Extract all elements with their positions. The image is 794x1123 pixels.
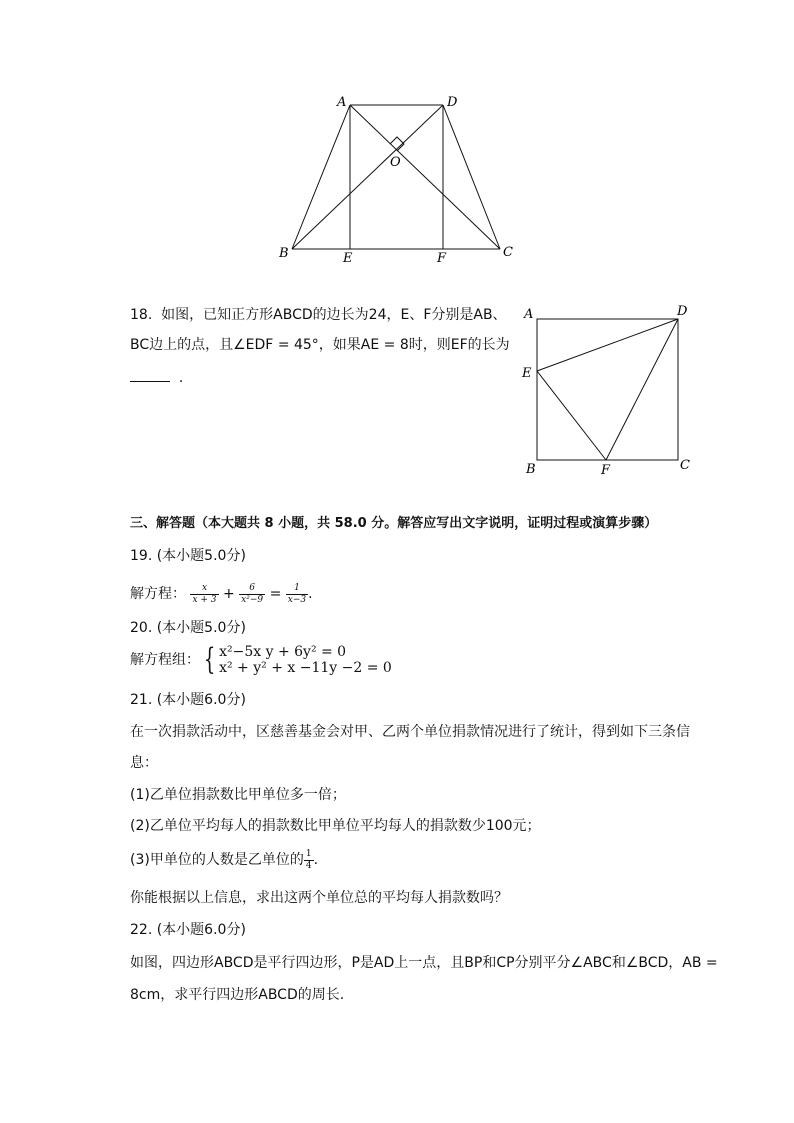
q21-header: 21. (本小题6.0分) bbox=[130, 692, 246, 708]
q18-number: 18. bbox=[130, 307, 153, 323]
q20-prefix: 解方程组： bbox=[130, 652, 200, 668]
q18-text-1: 如图，已知正方形ABCD的边长为24，E、F分别是AB、 bbox=[161, 307, 507, 323]
label-d: D bbox=[447, 95, 458, 110]
q21-clue-1: (1)乙单位捐款数比甲单位多一倍； bbox=[130, 787, 346, 803]
q19-end: . bbox=[308, 586, 313, 602]
label-o: O bbox=[390, 155, 401, 170]
q22-text-1: 如图，四边形ABCD是平行四边形，P是AD上一点，且BP和CP分别平分∠ABC和∠BCD，AB = bbox=[130, 955, 718, 971]
q21-para-1: 在一次捐款活动中，区慈善基金会对甲、乙两个单位捐款情况进行了统计，得到如下三条信 bbox=[130, 724, 690, 740]
q21-para-1b: 息： bbox=[130, 755, 158, 771]
equation-system bbox=[219, 644, 392, 676]
section-title: 三、解答题（本大题共 8 小题，共 58.0 分。解答应写出文字说明，证明过程或演算步骤） bbox=[130, 516, 658, 531]
label-d: D bbox=[677, 304, 688, 319]
q21-question: 你能根据以上信息，求出这两个单位总的平均每人捐款数吗？ bbox=[130, 890, 508, 906]
q18-line1 bbox=[130, 305, 507, 325]
fraction-2: $\frac{6}{\text{x²−9}}$ bbox=[241, 582, 264, 605]
square-abcd bbox=[537, 319, 678, 460]
q18-text-2: BC边上的点，且∠EDF = 45°，如果AE = 8时，则EF的长为 bbox=[130, 337, 510, 353]
fraction-3: $\frac{1}{x-3}$ bbox=[287, 582, 307, 605]
diagonal-ac bbox=[350, 105, 500, 249]
fraction-1: $\frac{x}{x + 3}$ bbox=[192, 582, 217, 605]
trapezoid-figure bbox=[270, 88, 530, 268]
q22-text-2: 8cm，求平行四边形ABCD的周长. bbox=[130, 987, 345, 1003]
square-figure bbox=[515, 300, 695, 480]
q22-header: 22. (本小题6.0分) bbox=[130, 922, 246, 938]
label-e: E bbox=[343, 251, 353, 266]
brace-icon: { bbox=[203, 642, 216, 677]
equals-sign: = bbox=[269, 586, 282, 602]
label-c: C bbox=[680, 458, 690, 473]
label-f: F bbox=[601, 463, 611, 478]
label-b: B bbox=[279, 246, 289, 261]
label-e: E bbox=[522, 366, 532, 381]
segment-dc bbox=[443, 105, 500, 249]
label-b: B bbox=[526, 462, 536, 477]
q18-answer-line bbox=[130, 368, 183, 388]
label-a: A bbox=[337, 95, 347, 110]
segment-ef bbox=[537, 371, 606, 460]
segment-ed bbox=[537, 319, 678, 371]
equation-2: x² + y² + x −11y −2 = 0 bbox=[219, 660, 392, 676]
fraction-quarter: $\frac{1}{4}$ bbox=[305, 848, 312, 871]
q21-clue-2: (2)乙单位平均每人的捐款数比甲单位平均每人的捐款数少100元； bbox=[130, 818, 541, 834]
label-a: A bbox=[524, 307, 534, 322]
diagonal-bd bbox=[292, 105, 443, 249]
q21-clue-3: (3)甲单位的人数是乙单位的 $\frac{1}{4}$ . bbox=[130, 848, 319, 871]
segment-ab bbox=[292, 105, 350, 249]
q19-prefix: 解方程： bbox=[130, 586, 186, 602]
plus-sign: + bbox=[222, 586, 235, 602]
answer-blank bbox=[130, 381, 170, 382]
q20-system bbox=[130, 644, 392, 676]
q18-tail: . bbox=[178, 370, 184, 386]
segment-fd bbox=[606, 319, 678, 460]
q19-header: 19. (本小题5.0分) bbox=[130, 548, 246, 564]
q20-header: 20. (本小题5.0分) bbox=[130, 620, 246, 636]
equation-1: x²−5x y + 6y² = 0 bbox=[219, 644, 347, 660]
label-c: C bbox=[503, 245, 513, 260]
label-f: F bbox=[437, 251, 447, 266]
q19-equation bbox=[130, 580, 313, 608]
